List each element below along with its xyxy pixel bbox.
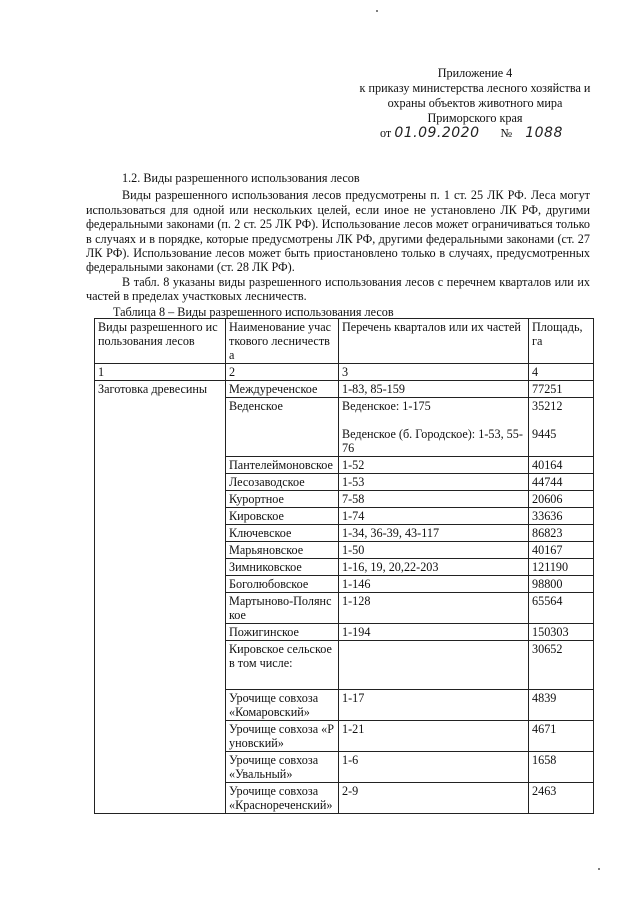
order-date-number: [340, 126, 610, 141]
area-value: 2463: [529, 783, 594, 814]
forestry-name: Веденское: [226, 398, 339, 457]
quarters-list: 1-21: [339, 721, 529, 752]
table-row: [95, 381, 594, 398]
area-value: 4839: [529, 690, 594, 721]
forest-use-table: [94, 318, 594, 814]
quarters-part: Веденское (б. Городское): 1-53, 55-76: [342, 427, 523, 455]
quarters-list: 1-16, 19, 20,22-203: [339, 559, 529, 576]
area-part: 35212: [532, 399, 563, 413]
area-part: 9445: [532, 427, 557, 441]
column-header: Виды разрешенного использования лесов: [95, 319, 226, 364]
forestry-name-suffix: в том числе:: [229, 656, 293, 670]
quarters-list: 1-50: [339, 542, 529, 559]
column-number: 2: [226, 364, 339, 381]
area-value: 30652: [529, 641, 594, 690]
area-value: 40167: [529, 542, 594, 559]
area-value: 20606: [529, 491, 594, 508]
column-number: 1: [95, 364, 226, 381]
quarters-list: 1-83, 85-159: [339, 381, 529, 398]
quarters-list: 1-128: [339, 593, 529, 624]
forestry-name: Пантелеймоновское: [226, 457, 339, 474]
forestry-name: Междуреченское: [226, 381, 339, 398]
area-value: [529, 398, 594, 457]
area-value: 98800: [529, 576, 594, 593]
handwritten-date: 01.09.2020: [394, 125, 480, 141]
forestry-name: Урочище совхоза «Комаровский»: [226, 690, 339, 721]
column-number: 3: [339, 364, 529, 381]
appendix-label: Приложение 4: [437, 66, 513, 80]
forestry-name: Лесозаводское: [226, 474, 339, 491]
quarters-list: 1-194: [339, 624, 529, 641]
area-value: 44744: [529, 474, 594, 491]
forestry-name: Ключевское: [226, 525, 339, 542]
quarters-list: 1-34, 36-39, 43-117: [339, 525, 529, 542]
forestry-name: Урочище совхоза «Увальный»: [226, 752, 339, 783]
date-prefix: от: [380, 126, 392, 140]
area-value: 86823: [529, 525, 594, 542]
forestry-name: Марьяновское: [226, 542, 339, 559]
quarters-list: 2-9: [339, 783, 529, 814]
section-title: 1.2. Виды разрешенного использования лесов: [122, 171, 360, 185]
quarters-list: [339, 641, 529, 690]
order-reference-line: Приморского края: [427, 111, 523, 125]
quarters-list: 7-58: [339, 491, 529, 508]
scan-speck: [376, 10, 378, 12]
document-body: [86, 171, 590, 304]
column-number-row: [95, 364, 594, 381]
forestry-name: Пожигинское: [226, 624, 339, 641]
forestry-name: Урочище совхоза «Краснореченский»: [226, 783, 339, 814]
quarters-list: 1-53: [339, 474, 529, 491]
column-header: Перечень кварталов или их частей: [339, 319, 529, 364]
area-value: 33636: [529, 508, 594, 525]
quarters-list: 1-52: [339, 457, 529, 474]
forestry-name: [226, 641, 339, 690]
number-prefix: №: [500, 126, 513, 140]
table-caption: Таблица 8 – Виды разрешенного использования лесов: [113, 305, 394, 319]
forestry-name: Кировское: [226, 508, 339, 525]
area-value: 65564: [529, 593, 594, 624]
document-header: [340, 66, 610, 141]
area-value: 150303: [529, 624, 594, 641]
use-type-cell: Заготовка древесины: [95, 381, 226, 814]
order-reference-line: к приказу министерства лесного хозяйства и: [359, 81, 591, 95]
forestry-name: Боголюбовское: [226, 576, 339, 593]
area-value: 4671: [529, 721, 594, 752]
area-value: 1658: [529, 752, 594, 783]
quarters-list: 1-17: [339, 690, 529, 721]
column-header: Площадь, га: [529, 319, 594, 364]
quarters-list: 1-146: [339, 576, 529, 593]
column-number: 4: [529, 364, 594, 381]
order-reference-line: охраны объектов животного мира: [387, 96, 563, 110]
forestry-name: Мартыново-Полянское: [226, 593, 339, 624]
forestry-name-main: Кировское сельское: [229, 642, 332, 656]
quarters-list: [339, 398, 529, 457]
handwritten-number: 1088: [525, 125, 563, 141]
quarters-list: 1-6: [339, 752, 529, 783]
area-value: 40164: [529, 457, 594, 474]
forestry-name: Урочище совхоза «Руновский»: [226, 721, 339, 752]
scan-speck: [598, 868, 600, 870]
column-header: Наименование участкового лесничества: [226, 319, 339, 364]
paragraph: Виды разрешенного использования лесов предусмотрены п. 1 ст. 25 ЛК РФ. Леса могут использоваться для одной или нескольких целей, если иное не установлено ЛК РФ, другими федеральными законами (п. 2 ст. 25 ЛК РФ). Использование лесов может ограничиваться только в случаях и в порядке, которые предусмотрены ЛК РФ, другими федеральными законами (ст. 27 ЛК РФ). Использование лесов может быть приостановлено только в случаях, предусмотренных федеральными законами (ст. 28 ЛК РФ).: [86, 188, 590, 275]
quarters-list: 1-74: [339, 508, 529, 525]
area-value: 121190: [529, 559, 594, 576]
forestry-name: Курортное: [226, 491, 339, 508]
paragraph: В табл. 8 указаны виды разрешенного использования лесов с перечнем кварталов или их частей в пределах участковых лесничеств.: [86, 274, 590, 304]
area-value: 77251: [529, 381, 594, 398]
table-header-row: [95, 319, 594, 364]
quarters-part: Веденское: 1-175: [342, 399, 431, 413]
forestry-name: Зимниковское: [226, 559, 339, 576]
